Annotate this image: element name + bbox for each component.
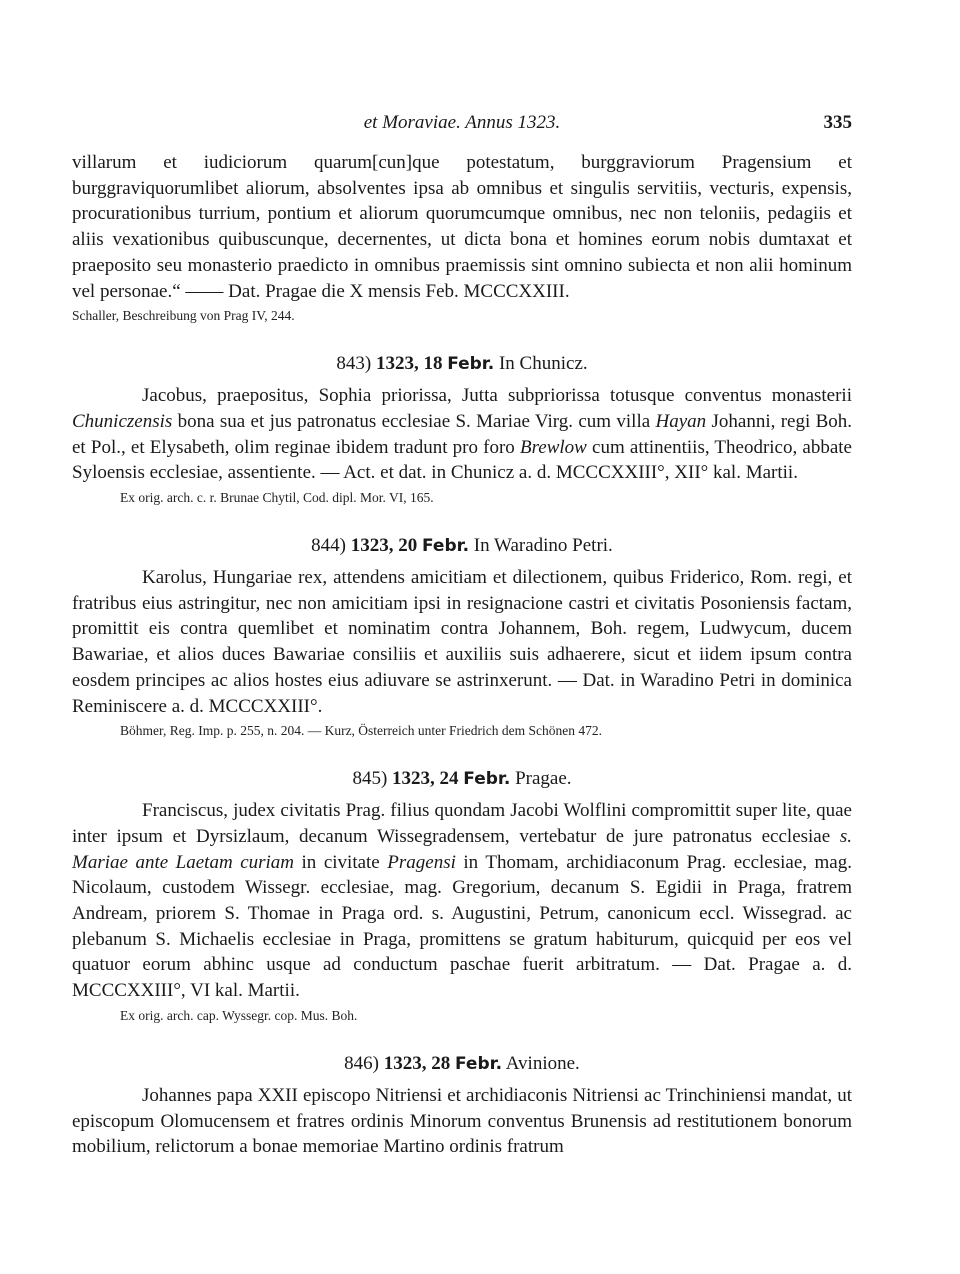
continuation-text: villarum et iudiciorum quarum[cun]que potestatum, burggraviorum Pragensium et burggraviquorumlibet aliorum, absolventes ipsa ab omnibus et singulis servitiis, vecturis, expensis, procurationibus turrium, pontium et aliorum quorumcumque omnibus, nec non teloniis, pedagiis et aliis vexationibus quibuscunque, decernentes, ut dicta bona et homines eorum nobis dumtaxat et praeposito seu monasterio praedicto in omnibus praemissis sint omnino subiecta et non alii hominum vel personae.“ —— Dat. Pragae die X mensis Feb. MCCCXXIII. xyxy=(72,152,852,302)
entry-number: 843) xyxy=(336,353,376,375)
text-run: in Thomam, archidiaconum Prag. ecclesiae, mag. Nicolaum, custodem Wissegr. ecclesiae, mag. Gregorium, decanum S. Egidii in Praga, fratrem Andream, priorem S. Thomae in Praga ord. s. Augustini, Petrum, canonicum eccl. Wissegrad. ac plebanum S. Michaelis ecclesiae in Praga, promittens se gratum habiturum, quicquid per eos vel quatuor eorum abhinc usque ad conductum paschae fuerit arbitratum. — Dat. Pragae a. d. MCCCXXIII°, VI kal. Martii. xyxy=(72,851,852,1002)
entry-block xyxy=(72,351,852,507)
page-number: 335 xyxy=(823,112,852,133)
entry-number: 846) xyxy=(344,1052,384,1074)
text-run: Jacobus, praepositus, Sophia priorissa, Jutta subpriorissa totusque conventus monasterii xyxy=(142,385,852,407)
entry-source: Ex orig. arch. cap. Wyssegr. cop. Mus. Boh. xyxy=(120,1007,358,1023)
entry-month: Febr. xyxy=(463,769,511,790)
entry-month: Febr. xyxy=(455,1053,503,1074)
italic-phrase: Chuniczensis xyxy=(72,410,173,432)
italic-phrase: Pragensi xyxy=(387,851,456,873)
entry-place: In Chunicz. xyxy=(494,353,588,375)
entry-date: 1323, 28 xyxy=(383,1052,455,1074)
text-run: cum attinentiis, Theodrico, abbate Syloensis ecclesiae, assentiente. — Act. et dat. in Chunicz a. d. MCCCXXIII°, XII° kal. Martii. xyxy=(72,436,852,484)
entry-number: 845) xyxy=(352,768,393,790)
entry-heading xyxy=(72,351,852,377)
entry-source: Ex orig. arch. c. r. Brunae Chytil, Cod. dipl. Mor. VI, 165. xyxy=(120,490,434,506)
entry-source: Böhmer, Reg. Imp. p. 255, n. 204. — Kurz, Österreich unter Friedrich dem Schönen 472. xyxy=(120,723,602,739)
continuation-source: Schaller, Beschreibung von Prag IV, 244. xyxy=(72,308,295,324)
entry-text xyxy=(72,565,852,719)
entry-date: 1323, 18 xyxy=(375,353,448,375)
running-head: et Moraviae. Annus 1323. xyxy=(363,112,561,133)
entry-place: Avinione. xyxy=(502,1052,580,1074)
entry-month: Febr. xyxy=(447,354,495,375)
entry-heading xyxy=(72,766,852,792)
entry-date: 1323, 20 xyxy=(350,535,422,557)
text-run: Johannes papa XXII episcopo Nitriensi et archidiaconis Nitriensi ac Trinchiniensi mandat, ut episcopum Olomucensem et fratres ordinis Minorum conventus Brunensis ad restitutionem bonorum mobilium, relictorum a bonae memoriae Martino ordinis fratrum xyxy=(72,1084,852,1158)
entries-list xyxy=(72,351,852,1160)
entry-place: Pragae. xyxy=(510,768,572,790)
entry-heading xyxy=(72,1051,852,1077)
entry-place: In Waradino Petri. xyxy=(469,535,613,557)
text-run: in civitate xyxy=(294,851,388,873)
text-run: Johanni, regi Boh. et Pol., et Elysabeth, olim reginae ibidem tradunt pro foro xyxy=(72,410,852,458)
entry-block xyxy=(72,766,852,1025)
continuation-block xyxy=(72,150,852,325)
text-run: Karolus, Hungariae rex, attendens amicitiam et dilectionem, quibus Friderico, Rom. regi, et fratribus eius astringitur, nec non amicitiam ipsi in resignacione castri et civitatis Posoniensis factam, promittit eis contra quemlibet et nominatim contra Johannem, Boh. regem, Ludwycum, ducem Bawariae, et alios duces Bawariae consiliis et auxiliis suis adhaerere, sicut et iidem ipsum contra eosdem principes ac alios hostes eius adiuvare se astrinxerunt. — Dat. in Waradino Petri in dominica Reminiscere a. d. MCCCXXIII°. xyxy=(72,567,852,717)
entry-text xyxy=(72,383,852,486)
document-page xyxy=(72,0,852,1160)
page-header xyxy=(72,112,852,142)
entry-heading xyxy=(72,533,852,559)
italic-phrase: s. Mariae ante Laetam curiam xyxy=(72,825,852,873)
entry-block xyxy=(72,1051,852,1160)
entry-date: 1323, 24 xyxy=(392,768,464,790)
italic-phrase: Hayan xyxy=(655,410,707,432)
text-run: Franciscus, judex civitatis Prag. filius quondam Jacobi Wolflini compromittit super lite, quae inter ipsum et Dyrsizlaum, decanum Wissegradensem, vertebatur de jure patronatus ecclesiae xyxy=(72,800,852,847)
entry-number: 844) xyxy=(311,535,351,557)
entry-month: Febr. xyxy=(422,536,470,557)
italic-phrase: Brewlow xyxy=(519,436,587,458)
entry-text xyxy=(72,1083,852,1160)
text-run: bona sua et jus patronatus ecclesiae S. Mariae Virg. cum villa xyxy=(172,410,656,432)
entry-block xyxy=(72,533,852,740)
entry-text xyxy=(72,798,852,1004)
